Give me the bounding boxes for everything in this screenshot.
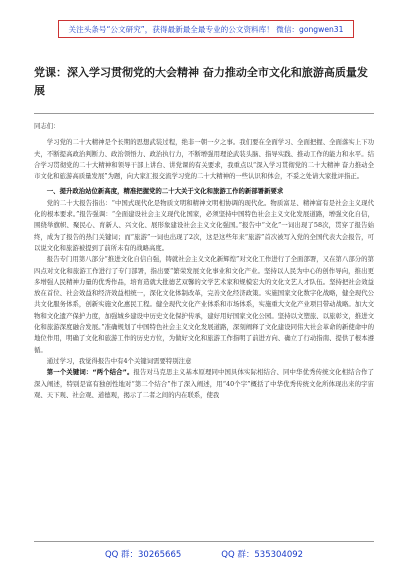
footer-qq-group-2: QQ 群：535304092 [221, 550, 304, 560]
document-body [34, 121, 374, 401]
footer-divider [34, 541, 374, 542]
title-divider [34, 113, 374, 114]
page-title: 党课：深入学习贯彻党的大会精神 奋力推动全市文化和旅游高质量发展 [34, 66, 368, 97]
paragraph: 报告专门用第八部分“推进文化自信自强，铸就社会主义文化新辉煌”对文化工作进行了全面部署，又在第八部分的第四点对文化和旅游工作进行了专门部署，指出要“繁荣发展文化事业和文化产业。坚持以人民为中心的创作导向，推出更多增强人民精神力量的优秀作品，培育造就大批德艺双馨的文学艺术家和规模宏大的文化文艺人才队伍。坚持把社会效益放在首位、社会效益和经济效益相统一，深化文化体制改革，完善文化经济政策。实施国家文化数字化战略，健全现代公共文化服务体系，创新实施文化惠民工程。健全现代文化产业体系和市场体系，实施重大文化产业项目带动战略。加大文物和文化遗产保护力度，加强城乡建设中历史文化保护传承，建好用好国家文化公园。坚持以文塑旅、以旅彰文，推进文化和旅游深度融合发展。”准确规划了中国特色社会主义文化发展道路，深刻阐释了文化建设同伟大社会革命的新使命中的地位作用，明确了文化和旅游工作的历史方位，为做好文化和旅游工作指明了前进方向、确立了行动指南、提供了根本遵循。 [34, 255, 374, 354]
paragraph: 党的二十大报告指出：“中国式现代化是物质文明和精神文明相协调的现代化。物质富足、精神富有是社会主义现代化的根本要求。”报告强调：“全面建设社会主义现代化国家，必须坚持中国特色社会主义文化发展道路，增强文化自信，围绕举旗帜、聚民心、育新人、兴文化、展形象建设社会主义文化强国。”报告中“文化”一词出现了58次，贯穿了报告始终，成为了报告的热门关键词；而“旅游”一词也出现了2次，这是这些年来“旅游”首次被写入党的全国代表大会报告，可以说文化和旅游被提到了前所未有的战略高度。 [34, 198, 374, 252]
footer [0, 546, 408, 562]
section-heading: 一、提升政治站位新高度，精准把握党的二十大关于文化和旅游工作的新部署新要求 [46, 187, 284, 196]
paragraph [34, 367, 374, 401]
keyword-text: 报告对马克思主义基本原理同中国具体实际相结合、同中华优秀传统文化相结合作了深入阐述，特别是富有独创性地对“第二个结合”作了深入阐述，用“40个字”概括了中华优秀传统文化所体现出来的宇宙观、天下观、社会观、道德观，揭示了二者之间的内在联系，使我 [34, 368, 374, 399]
footer-qq-group-1: QQ 群：30265665 [104, 550, 182, 560]
paragraph: 通过学习，我觉得报告中有4个关键词需要特别注意 [46, 356, 192, 365]
promo-banner: 关注头条号“公文研究”，获得最新最全最专业的公文资料库！ 微信：gongwen31 [58, 20, 354, 38]
greeting: 同志们： [34, 122, 60, 130]
paragraph: 学习党的二十大精神是个长期的思想武装过程，绝非一朝一夕之事。我们要在全面学习、全面把握、全面落实上下功夫，不断提高政治判断力、政治领悟力、政治执行力，不断增强用理论武装头脑、指导实践、推动工作的能力和水平。结合学习贯彻党的二十大精神和领导干部上讲台、讲党课的有关要求，我重点以“深入学习贯彻党的二十大精神 奋力推动全市文化和旅游高质量发展”为题，向大家汇报交流学习党的二十大精神的一些认识和体会，不妥之处请大家批评指正。 [34, 138, 374, 181]
keyword-lead: 第一个关键词：“两个结合”。 [46, 368, 134, 377]
